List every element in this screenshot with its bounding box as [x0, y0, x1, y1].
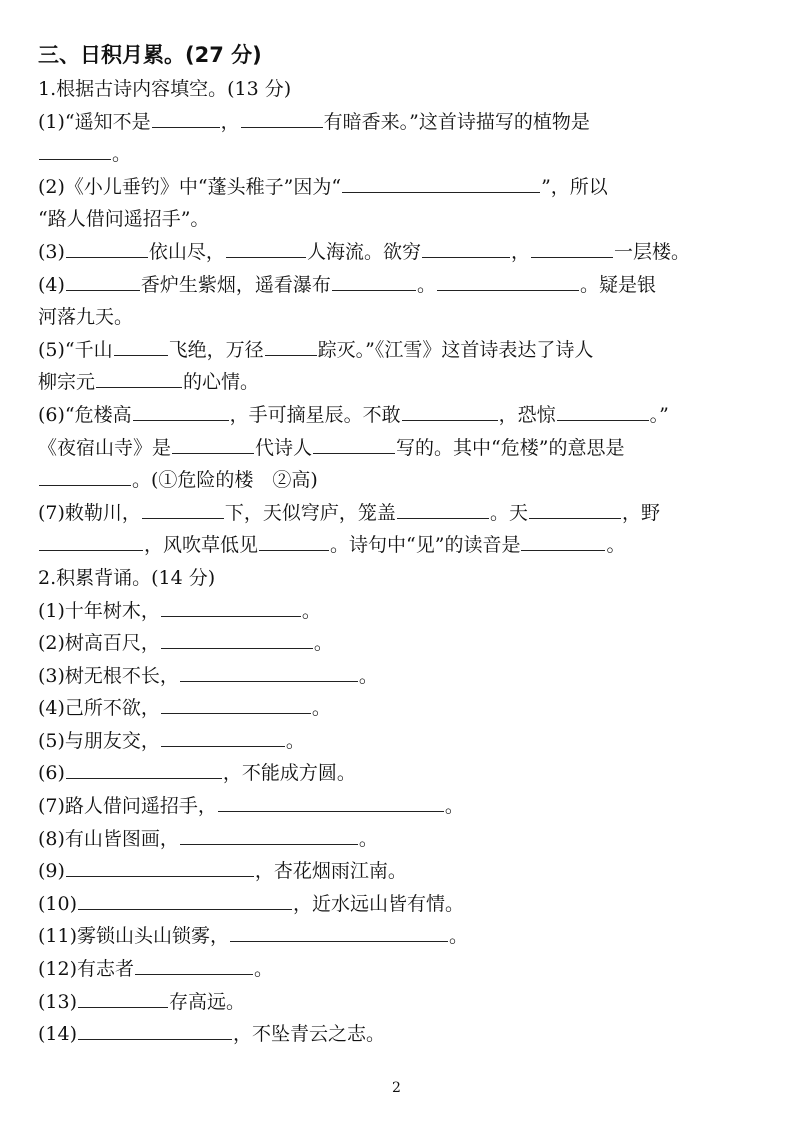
text: 踪灭。”《江雪》这首诗表达了诗人: [317, 338, 594, 361]
worksheet: [38, 40, 768, 1051]
text: 。(①危险的楼 ②高): [132, 469, 318, 492]
text: 。: [358, 827, 378, 850]
text: 写的。其中“危楼”的意思是: [396, 436, 625, 459]
q1-line-1: [38, 106, 768, 139]
text: ，风吹草低见: [144, 534, 259, 557]
q2-item-13: [38, 986, 768, 1019]
q2-item-3: [38, 660, 768, 693]
answer-blank[interactable]: [96, 368, 182, 388]
text: 一层楼。: [613, 240, 690, 263]
text: (4): [38, 273, 65, 296]
q1-line-14: [38, 529, 768, 562]
text: ，: [510, 240, 530, 263]
text: (1)“遥知不是: [38, 110, 151, 133]
q2-item-6: [38, 757, 768, 790]
answer-blank[interactable]: [397, 499, 489, 519]
text: 。: [112, 143, 132, 166]
answer-blank[interactable]: [230, 922, 448, 942]
answer-blank[interactable]: [78, 890, 292, 910]
text: (8)有山皆图画，: [38, 827, 179, 850]
answer-blank[interactable]: [39, 466, 131, 486]
q2-item-5: [38, 725, 768, 758]
text: “路人借问遥招手”。: [38, 208, 210, 231]
text: (12)有志者: [38, 958, 135, 981]
answer-blank[interactable]: [161, 597, 301, 617]
answer-blank[interactable]: [521, 531, 605, 551]
answer-blank[interactable]: [259, 531, 329, 551]
answer-blank[interactable]: [226, 238, 306, 258]
question-1-title: 1.根据古诗内容填空。(13 分): [38, 78, 292, 100]
q1-line-4: [38, 203, 768, 236]
answer-blank[interactable]: [422, 238, 510, 258]
text: ，不坠青云之志。: [233, 1023, 386, 1046]
text: (3)树无根不长，: [38, 664, 179, 687]
q1-line-8: [38, 334, 768, 367]
text: 存高远。: [169, 990, 246, 1013]
text: (1)十年树木，: [38, 599, 160, 622]
text: 的心情。: [183, 371, 260, 394]
text: 代诗人: [255, 436, 313, 459]
answer-blank[interactable]: [161, 727, 285, 747]
answer-blank[interactable]: [180, 825, 358, 845]
text: 香炉生紫烟，遥看瀑布: [140, 273, 331, 296]
answer-blank[interactable]: [135, 955, 253, 975]
answer-blank[interactable]: [531, 238, 613, 258]
text: ，手可摘星辰。不敢: [229, 403, 401, 426]
text: 。: [254, 958, 274, 981]
section-title: 三、日积月累。(27 分): [38, 43, 262, 67]
text: 。: [285, 729, 305, 752]
text: (2)《小儿垂钓》中“蓬头稚子”因为“: [38, 175, 342, 198]
text: (5)“千山: [38, 338, 113, 361]
text: 。: [449, 925, 469, 948]
q1-line-2: [38, 138, 768, 171]
text: 有暗香来。”这首诗描写的植物是: [323, 110, 590, 133]
q1-line-3: [38, 171, 768, 204]
text: ，野: [621, 501, 660, 524]
answer-blank[interactable]: [114, 336, 168, 356]
answer-blank[interactable]: [66, 857, 254, 877]
text: (6)“危楼高: [38, 403, 132, 426]
text: 。: [444, 795, 464, 818]
answer-blank[interactable]: [241, 108, 323, 128]
text: (14): [38, 1023, 78, 1046]
q2-item-8: [38, 823, 768, 856]
text: (4)己所不欲，: [38, 697, 160, 720]
text: ，近水远山皆有情。: [293, 892, 465, 915]
answer-blank[interactable]: [557, 401, 649, 421]
text: ，杏花烟雨江南。: [254, 860, 407, 883]
q1-line-11: [38, 432, 768, 465]
answer-blank[interactable]: [142, 499, 224, 519]
answer-blank[interactable]: [133, 401, 229, 421]
question-2-title: 2.积累背诵。(14 分): [38, 566, 216, 589]
q2-item-14: [38, 1018, 768, 1051]
text: (2)树高百尺，: [38, 632, 160, 655]
answer-blank[interactable]: [161, 629, 313, 649]
q2-item-1: [38, 595, 768, 628]
q1-line-9: [38, 366, 768, 399]
text: 。天: [489, 501, 528, 524]
text: 飞绝，万径: [168, 338, 264, 361]
text: 。疑是银: [579, 273, 656, 296]
text: (3): [38, 240, 65, 263]
text: (10): [38, 892, 78, 915]
q2-item-11: [38, 920, 768, 953]
page-number: 2: [392, 1080, 401, 1096]
text: 人海流。欲穷: [306, 240, 421, 263]
text: (9): [38, 860, 65, 883]
text: ”，所以: [541, 175, 608, 198]
answer-blank[interactable]: [265, 336, 317, 356]
answer-blank[interactable]: [39, 140, 111, 160]
text: 。: [358, 664, 378, 687]
q1-line-13: [38, 497, 768, 530]
answer-blank[interactable]: [161, 694, 311, 714]
answer-blank[interactable]: [529, 499, 621, 519]
answer-blank[interactable]: [78, 1020, 232, 1040]
text: 柳宗元: [38, 371, 96, 394]
text: (7)路人借问遥招手，: [38, 795, 217, 818]
text: ，不能成方圆。: [222, 762, 356, 785]
answer-blank[interactable]: [332, 271, 416, 291]
answer-blank[interactable]: [172, 434, 254, 454]
text: (13): [38, 990, 78, 1013]
text: (11)雾锁山头山锁雾，: [38, 925, 230, 948]
q2-item-10: [38, 888, 768, 921]
answer-blank[interactable]: [437, 271, 579, 291]
q1-line-7: [38, 301, 768, 334]
answer-blank[interactable]: [152, 108, 220, 128]
q2-item-4: [38, 692, 768, 725]
answer-blank[interactable]: [313, 434, 395, 454]
answer-blank[interactable]: [180, 662, 358, 682]
text: 。: [311, 697, 331, 720]
answer-blank[interactable]: [66, 271, 140, 291]
text: 。: [416, 273, 436, 296]
text: 。”: [649, 403, 669, 426]
text: (6): [38, 762, 65, 785]
q1-line-5: [38, 236, 768, 269]
text: ，恐惊: [498, 403, 556, 426]
answer-blank[interactable]: [66, 759, 222, 779]
answer-blank[interactable]: [66, 238, 148, 258]
text: 下，天似穹庐，笼盖: [224, 501, 396, 524]
q1-line-6: [38, 269, 768, 302]
q1-line-12: [38, 464, 768, 497]
q2-item-7: [38, 790, 768, 823]
q1-line-10: [38, 399, 768, 432]
text: ，: [220, 110, 240, 133]
answer-blank[interactable]: [39, 531, 143, 551]
text: (5)与朋友交，: [38, 729, 160, 752]
text: 。: [313, 632, 333, 655]
text: (7)敕勒川，: [38, 501, 141, 524]
q2-item-2: [38, 627, 768, 660]
text: 。诗句中“见”的读音是: [330, 534, 521, 557]
answer-blank[interactable]: [218, 792, 444, 812]
text: 。: [606, 534, 626, 557]
answer-blank[interactable]: [342, 173, 540, 193]
answer-blank[interactable]: [402, 401, 498, 421]
q2-item-9: [38, 855, 768, 888]
q2-item-12: [38, 953, 768, 986]
text: 河落九天。: [38, 306, 134, 329]
text: 《夜宿山寺》是: [38, 436, 172, 459]
text: 依山尽，: [148, 240, 225, 263]
answer-blank[interactable]: [78, 988, 168, 1008]
text: 。: [301, 599, 321, 622]
